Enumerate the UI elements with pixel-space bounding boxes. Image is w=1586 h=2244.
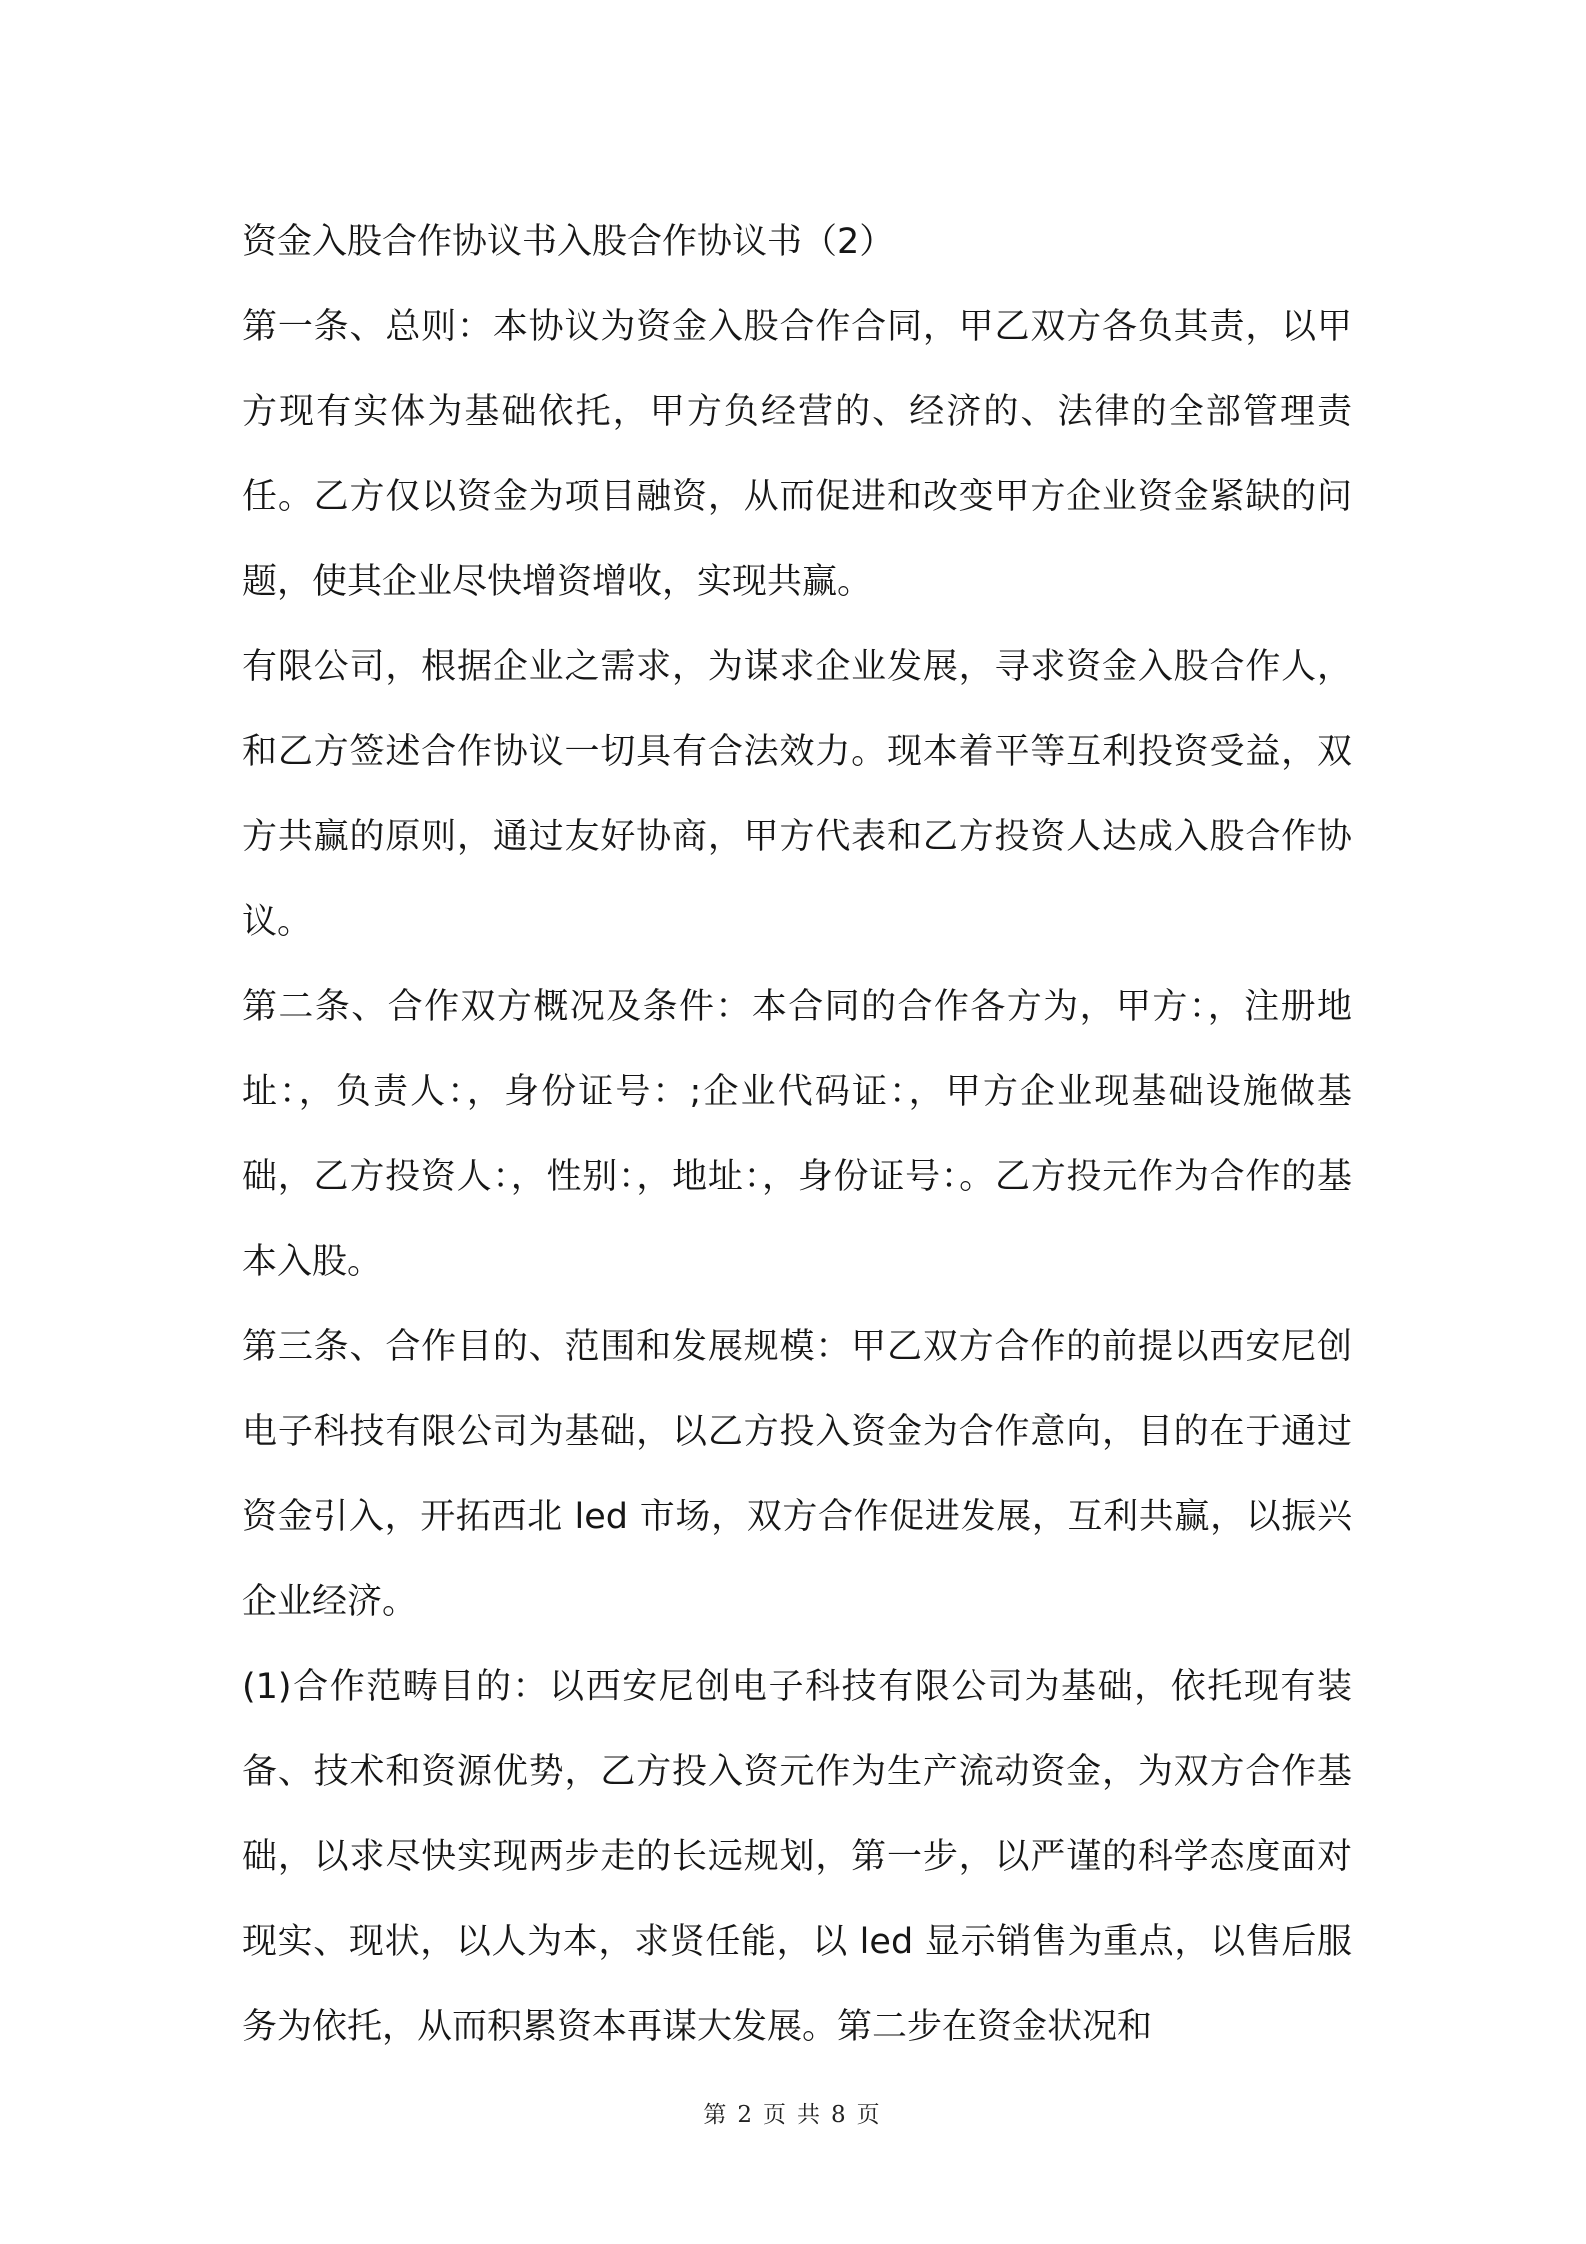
footer-total-word: 共 <box>797 2102 823 2128</box>
paragraph-scope-1: (1)合作范畴目的：以西安尼创电子科技有限公司为基础，依托现有装备、技术和资源优势，乙方投入资元作为生产流动资金，为双方合作基础，以求尽快实现两步走的长远规划，第一步，以严谨的科学态度面对现实、现状，以人为本，求贤任能，以 led 显示销售为重点，以售后服务为依托，从而积累资本再谋大发展。第二步在资金状况和 <box>242 1667 1352 2047</box>
footer-total-pages: 8 <box>831 2102 849 2128</box>
footer-prefix: 第 <box>703 2102 730 2128</box>
paragraph-article-1: 第一条、总则：本协议为资金入股合作合同，甲乙双方各负其责，以甲方现有实体为基础依托，甲方负经营的、经济的、法律的全部管理责任。乙方仅以资金为项目融资，从而促进和改变甲方企业资金紧缺的问题，使其企业尽快增资增收，实现共赢。 <box>242 307 1352 602</box>
document-title: 资金入股合作协议书入股合作协议书（2） <box>242 222 895 262</box>
paragraph-article-2: 第二条、合作双方概况及条件：本合同的合作各方为，甲方：，注册地址：，负责人：，身份证号：;企业代码证：，甲方企业现基础设施做基础，乙方投资人：，性别：，地址：，身份证号：。乙方投元作为合作的基本入股。 <box>242 987 1352 1282</box>
paragraph-company-intro: 有限公司，根据企业之需求，为谋求企业发展，寻求资金入股合作人，和乙方签述合作协议一切具有合法效力。现本着平等互利投资受益，双方共赢的原则，通过友好协商，甲方代表和乙方投资人达成入股合作协议。 <box>242 647 1352 942</box>
footer-page-number: 2 <box>737 2102 755 2128</box>
document-body <box>242 200 1352 2070</box>
page-footer <box>0 2096 1586 2129</box>
paragraph-article-3: 第三条、合作目的、范围和发展规模：甲乙双方合作的前提以西安尼创电子科技有限公司为基础，以乙方投入资金为合作意向，目的在于通过资金引入，开拓西北 led 市场，双方合作促进发展，互利共赢，以振兴企业经济。 <box>242 1327 1352 1622</box>
footer-suffix: 页 <box>856 2102 883 2128</box>
footer-page-word: 页 <box>763 2102 789 2128</box>
